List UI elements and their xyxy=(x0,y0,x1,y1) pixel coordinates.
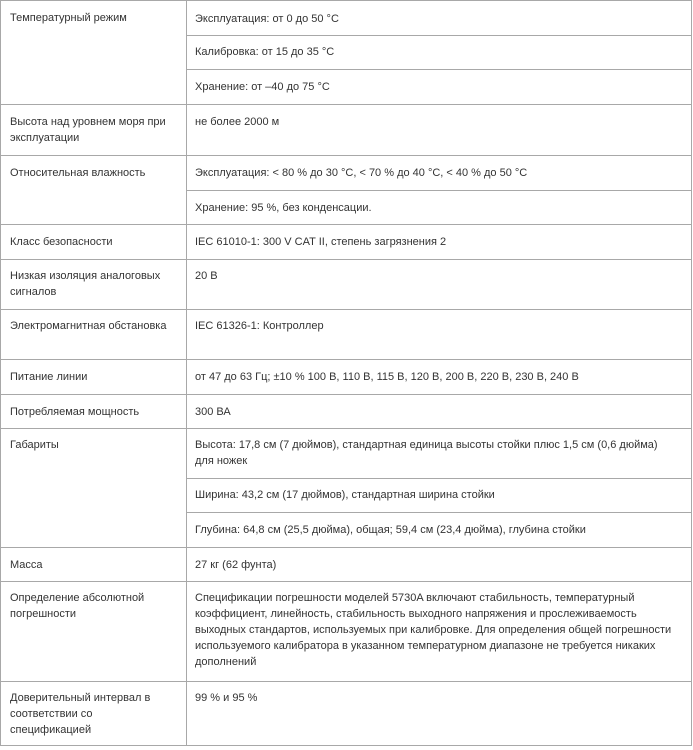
table-row xyxy=(1,225,692,260)
spec-value-humidity-operation: Эксплуатация: < 80 % до 30 °C, < 70 % до 40 °C, < 40 % до 50 °C xyxy=(187,156,692,191)
spec-label-absolute-uncertainty: Определение абсолютной погрешности xyxy=(1,582,187,682)
spec-label-power-consumption: Потребляемая мощность xyxy=(1,395,187,429)
spec-value-dimensions-width: Ширина: 43,2 см (17 дюймов), стандартная ширина стойки xyxy=(187,479,692,513)
spec-value-weight: 27 кг (62 фунта) xyxy=(187,548,692,582)
spec-value-humidity-storage: Хранение: 95 %, без конденсации. xyxy=(187,191,692,225)
spec-value-temperature-calibration: Калибровка: от 15 до 35 °C xyxy=(187,36,692,70)
spec-label-isolation: Низкая изоляция аналоговых сигналов xyxy=(1,260,187,310)
table-row xyxy=(1,360,692,395)
spec-value-safety: IEC 61010-1: 300 V CAT II, степень загрязнения 2 xyxy=(187,225,692,260)
table-row xyxy=(1,260,692,310)
spec-label-text: Относительная влажность xyxy=(10,167,146,179)
table-row xyxy=(1,156,692,191)
spec-label-dimensions xyxy=(1,429,187,548)
spec-value-isolation: 20 В xyxy=(187,260,692,310)
spec-label-confidence: Доверительный интервал в соответствии со спецификацией xyxy=(1,682,187,746)
spec-label-weight: Масса xyxy=(1,548,187,582)
spec-value-temperature-operation: Эксплуатация: от 0 до 50 °C xyxy=(187,1,692,36)
spec-value-temperature-storage: Хранение: от –40 до 75 °C xyxy=(187,70,692,105)
spec-value-absolute-uncertainty: Спецификации погрешности моделей 5730A включают стабильность, температурный коэффициент, линейность, стабильность выходного напряжения и прослеживаемость выходных стандартов, используемых при калибровке. Для определения общей погрешности используемого калибратора в указанном температурном диапазоне не требуется никаких дополнений xyxy=(187,582,692,682)
spec-value-line-power: от 47 до 63 Гц; ±10 % 100 В, 110 В, 115 В, 120 В, 200 В, 220 В, 230 В, 240 В xyxy=(187,360,692,395)
spec-label-safety: Класс безопасности xyxy=(1,225,187,260)
spec-value-dimensions-depth: Глубина: 64,8 см (25,5 дюйма), общая; 59,4 см (23,4 дюйма), глубина стойки xyxy=(187,513,692,548)
spec-value-power-consumption: 300 ВА xyxy=(187,395,692,429)
spec-value-confidence: 99 % и 95 % xyxy=(187,682,692,746)
spec-label-emc: Электромагнитная обстановка xyxy=(1,310,187,360)
spec-label-humidity xyxy=(1,156,187,225)
spec-value-emc: IEC 61326-1: Контроллер xyxy=(187,310,692,360)
table-row xyxy=(1,310,692,360)
spec-label-temperature xyxy=(1,1,187,105)
table-row xyxy=(1,105,692,156)
table-row xyxy=(1,429,692,479)
table-row xyxy=(1,1,692,36)
spec-label-line-power: Питание линии xyxy=(1,360,187,395)
table-row xyxy=(1,582,692,682)
spec-value-altitude: не более 2000 м xyxy=(187,105,692,156)
spec-label-altitude: Высота над уровнем моря при эксплуатации xyxy=(1,105,187,156)
table-row xyxy=(1,395,692,429)
table-row xyxy=(1,682,692,746)
spec-value-dimensions-height: Высота: 17,8 см (7 дюймов), стандартная единица высоты стойки плюс 1,5 см (0,6 дюйма) для ножек xyxy=(187,429,692,479)
table-row xyxy=(1,548,692,582)
spec-label-text: Температурный режим xyxy=(10,12,127,24)
spec-label-text: Габариты xyxy=(10,439,59,451)
